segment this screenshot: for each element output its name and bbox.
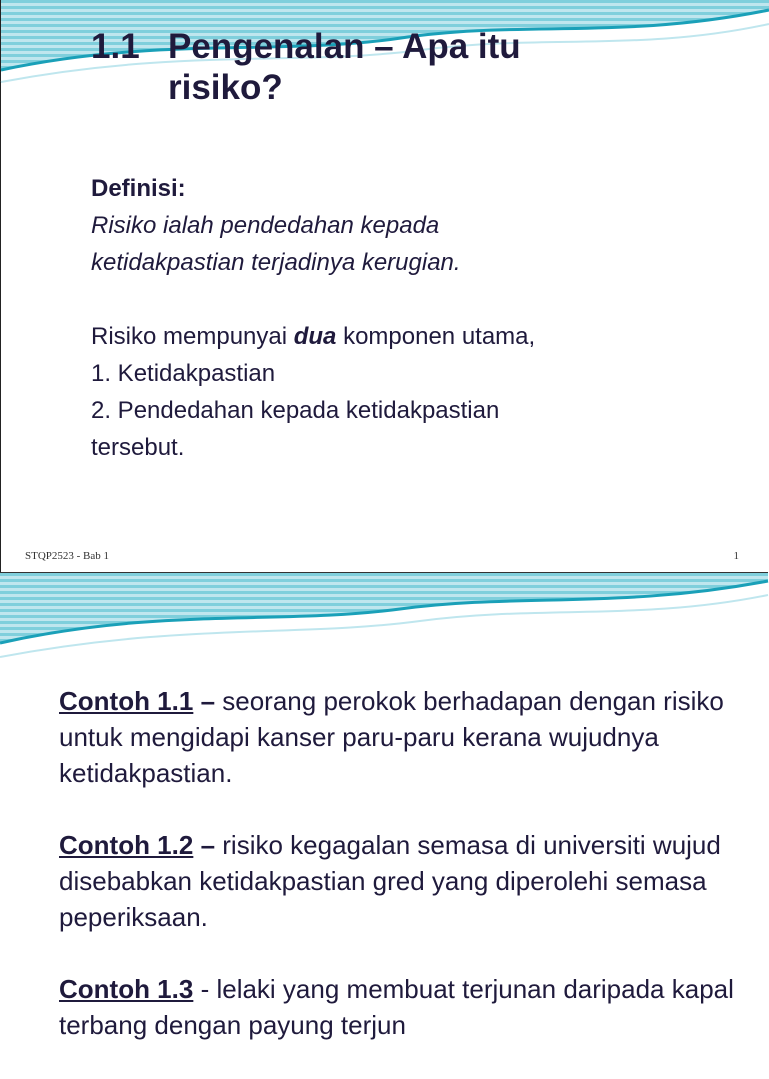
definition-heading: Definisi: <box>91 175 186 202</box>
title-number: 1.1 <box>91 27 140 66</box>
footer-course-code: STQP2523 - Bab 1 <box>25 550 110 562</box>
slide-2-body <box>59 683 749 1079</box>
example-2-text: risiko kegagalan semasa di universiti wujud disebabkan ketidakpastian gred yang diperolehi semasa peperiksaan. <box>59 830 721 932</box>
definition-line-2: ketidakpastian terjadinya kerugian. <box>91 249 461 276</box>
slide-1-body <box>91 170 731 466</box>
example-2: Contoh 1.2 – risiko kegagalan semasa di universiti wujud disebabkan ketidakpastian gred yang diperolehi semasa peperiksaan. <box>59 830 721 932</box>
example-1-text: seorang perokok berhadapan dengan risiko untuk mengidapi kanser paru-paru kerana wujudnya ketidakpastian. <box>59 686 724 788</box>
emphasis-dua: dua <box>293 323 337 350</box>
slide-2 <box>0 573 768 1040</box>
component-1: 1. Ketidakpastian <box>91 360 276 387</box>
wave-header-decoration <box>0 573 768 683</box>
example-3-text: lelaki yang membuat terjunan daripada kapal terbang dengan payung terjun <box>59 974 734 1040</box>
component-2-continuation: tersebut. <box>91 434 185 461</box>
example-2-label: Contoh 1.2 <box>59 830 194 860</box>
footer-page-number: 1 <box>733 550 739 562</box>
components-intro: Risiko mempunyai dua komponen utama, <box>91 323 536 350</box>
title-line-2: risiko? <box>168 68 283 107</box>
example-3: Contoh 1.3 - lelaki yang membuat terjunan daripada kapal terbang dengan payung terjun <box>59 974 734 1040</box>
title-line-1: Pengenalan – Apa itu <box>168 27 521 66</box>
example-1-label: Contoh 1.1 <box>59 686 194 716</box>
slide-title <box>91 26 521 108</box>
example-3-label: Contoh 1.3 <box>59 974 194 1004</box>
example-1: Contoh 1.1 – seorang perokok berhadapan dengan risiko untuk mengidapi kanser paru-paru kerana wujudnya ketidakpastian. <box>59 686 724 788</box>
component-2: 2. Pendedahan kepada ketidakpastian <box>91 397 500 424</box>
definition-line-1: Risiko ialah pendedahan kepada <box>91 212 440 239</box>
